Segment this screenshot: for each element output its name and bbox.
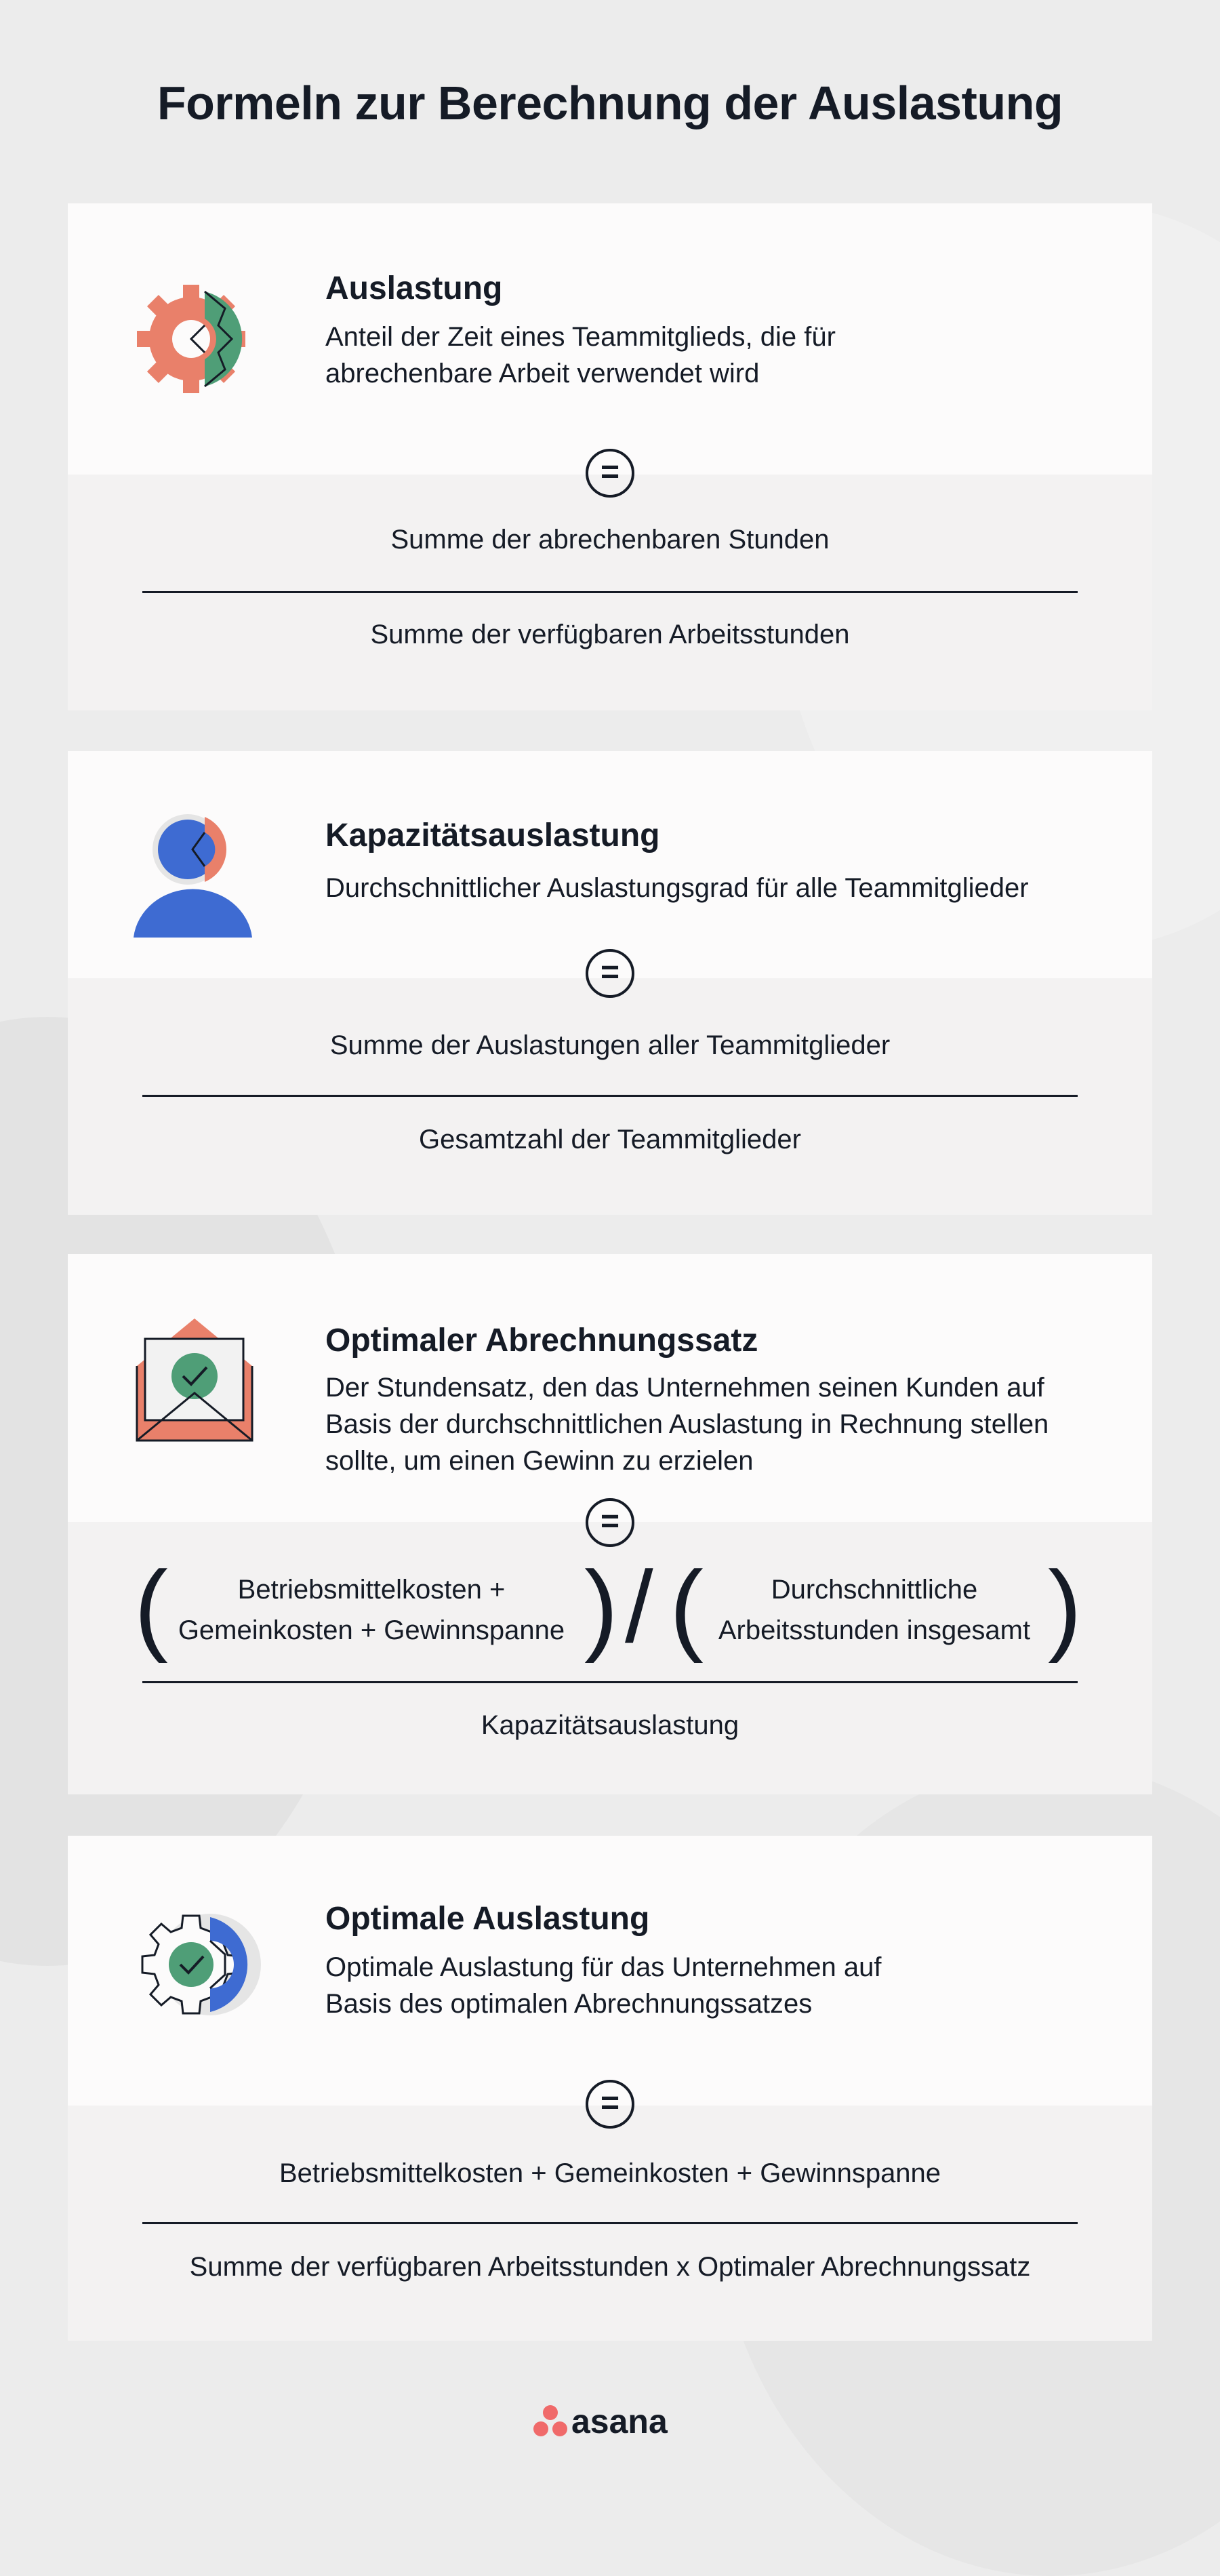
card-title: Optimaler Abrechnungssatz (325, 1323, 758, 1359)
card-description: Optimale Auslastung für das Unternehmen auf Basis des optimalen Abrechnungssatzes (325, 1952, 882, 2019)
close-parenthesis: ) (584, 1550, 618, 1664)
formula-numerator-right: Durchschnittliche Arbeitsstunden insgesamt (718, 1575, 1031, 1645)
formula-numerator-left: Betriebsmittelkosten + Gemeinkosten + Gewinnspanne (178, 1575, 565, 1645)
formula-numerator: Betriebsmittelkosten + Gemeinkosten + Gewinnspanne (279, 2158, 941, 2188)
card-title: Auslastung (325, 270, 503, 306)
open-parenthesis: ( (670, 1550, 704, 1664)
formula-card-kapazitaetsauslastung (68, 751, 1152, 1215)
formula-denominator: Summe der verfügbaren Arbeitsstunden (370, 620, 850, 649)
asana-dots-icon (532, 2403, 569, 2440)
equals-sign: = (586, 449, 634, 498)
card-description: Anteil der Zeit eines Teammitglieds, die für abrechenbare Arbeit verwendet wird (325, 322, 836, 388)
formula-card-auslastung (68, 203, 1152, 710)
card-title: Kapazitätsauslastung (325, 818, 660, 853)
formula-denominator: Summe der verfügbaren Arbeitsstunden x Optimaler Abrechnungssatz (189, 2252, 1031, 2282)
card-description: Der Stundensatz, den das Unternehmen seinen Kunden auf Basis der durchschnittlichen Auslastung in Rechnung stellen sollte, um einen Gewinn zu erzielen (325, 1373, 1049, 1476)
formula-numerator: Summe der abrechenbaren Stunden (390, 525, 830, 555)
gear-with-green-segment-icon (130, 271, 266, 407)
gear-with-check-icon (130, 1897, 266, 2032)
envelope-with-check-icon (130, 1312, 266, 1447)
card-title: Optimale Auslastung (325, 1901, 650, 1937)
formula-numerator: Summe der Auslastungen aller Teammitglieder (329, 1030, 891, 1060)
formula-denominator: Kapazitätsauslastung (481, 1710, 739, 1740)
formula-card-optimaler-abrechnungssatz (68, 1254, 1152, 1794)
page-title: Formeln zur Berechnung der Auslastung (157, 77, 1063, 129)
card-description: Durchschnittlicher Auslastungsgrad für alle Teammitglieder (325, 873, 1029, 903)
equals-sign: = (586, 949, 634, 998)
fraction-line (142, 1095, 1078, 1097)
fraction-line (142, 1681, 1078, 1683)
equals-sign: = (586, 2080, 634, 2129)
logo-text: asana (571, 2402, 668, 2440)
fraction-line (142, 591, 1078, 593)
formula-card-optimale-auslastung (68, 1836, 1152, 2341)
asana-logo (532, 2403, 695, 2444)
division-operator: / (625, 1550, 653, 1664)
formula-denominator: Gesamtzahl der Teammitglieder (419, 1125, 801, 1154)
person-with-segment-icon (130, 802, 266, 938)
equals-sign: = (586, 1498, 634, 1547)
fraction-line (142, 2222, 1078, 2224)
close-parenthesis: ) (1048, 1550, 1082, 1664)
open-parenthesis: ( (134, 1550, 168, 1664)
